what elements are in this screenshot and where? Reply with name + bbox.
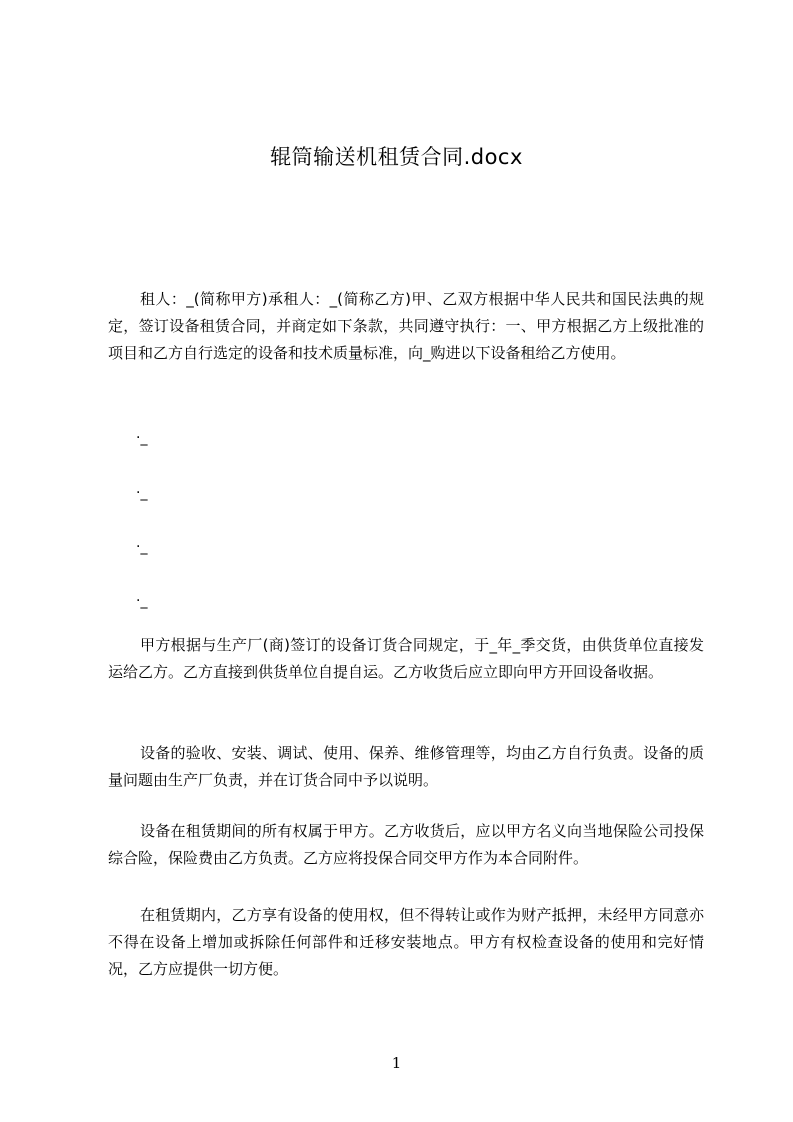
equipment-list-item: ·_ — [136, 539, 148, 555]
contract-paragraph-parties: 租人：_(简称甲方)承租人：_(简称乙方)甲、乙双方根据中华人民共和国民法典的规定，签订设备租赁合同，并商定如下条款，共同遵守执行：一、甲方根据乙方上级批准的项目和乙方自行选定的设备和技术质量标准，向_购进以下设备租给乙方使用。 — [108, 290, 704, 362]
contract-paragraph-ownership: 设备在租赁期间的所有权属于甲方。乙方收货后，应以甲方名义向当地保险公司投保综合险，保险费由乙方负责。乙方应将投保合同交甲方作为本合同附件。 — [108, 822, 704, 867]
contract-paragraph-maintenance: 设备的验收、安装、调试、使用、保养、维修管理等，均由乙方自行负责。设备的质量问题由生产厂负责，并在订货合同中予以说明。 — [108, 744, 704, 789]
document-title: 辊筒输送机租赁合同.docx — [270, 145, 523, 169]
contract-paragraph-usage-rights: 在租赁期内，乙方享有设备的使用权，但不得转让或作为财产抵押，未经甲方同意亦不得在设备上增加或拆除任何部件和迁移安装地点。甲方有权检查设备的使用和完好情况，乙方应提供一切方便。 — [108, 906, 704, 978]
equipment-list-item: ·_ — [136, 430, 148, 446]
page-number: 1 — [391, 1054, 402, 1072]
equipment-list-item: ·_ — [136, 485, 148, 501]
equipment-list-item: ·_ — [136, 593, 148, 609]
contract-paragraph-delivery: 甲方根据与生产厂(商)签订的设备订货合同规定，于_年_季交货，由供货单位直接发运给乙方。乙方直接到供货单位自提自运。乙方收货后应立即向甲方开回设备收据。 — [108, 636, 704, 681]
